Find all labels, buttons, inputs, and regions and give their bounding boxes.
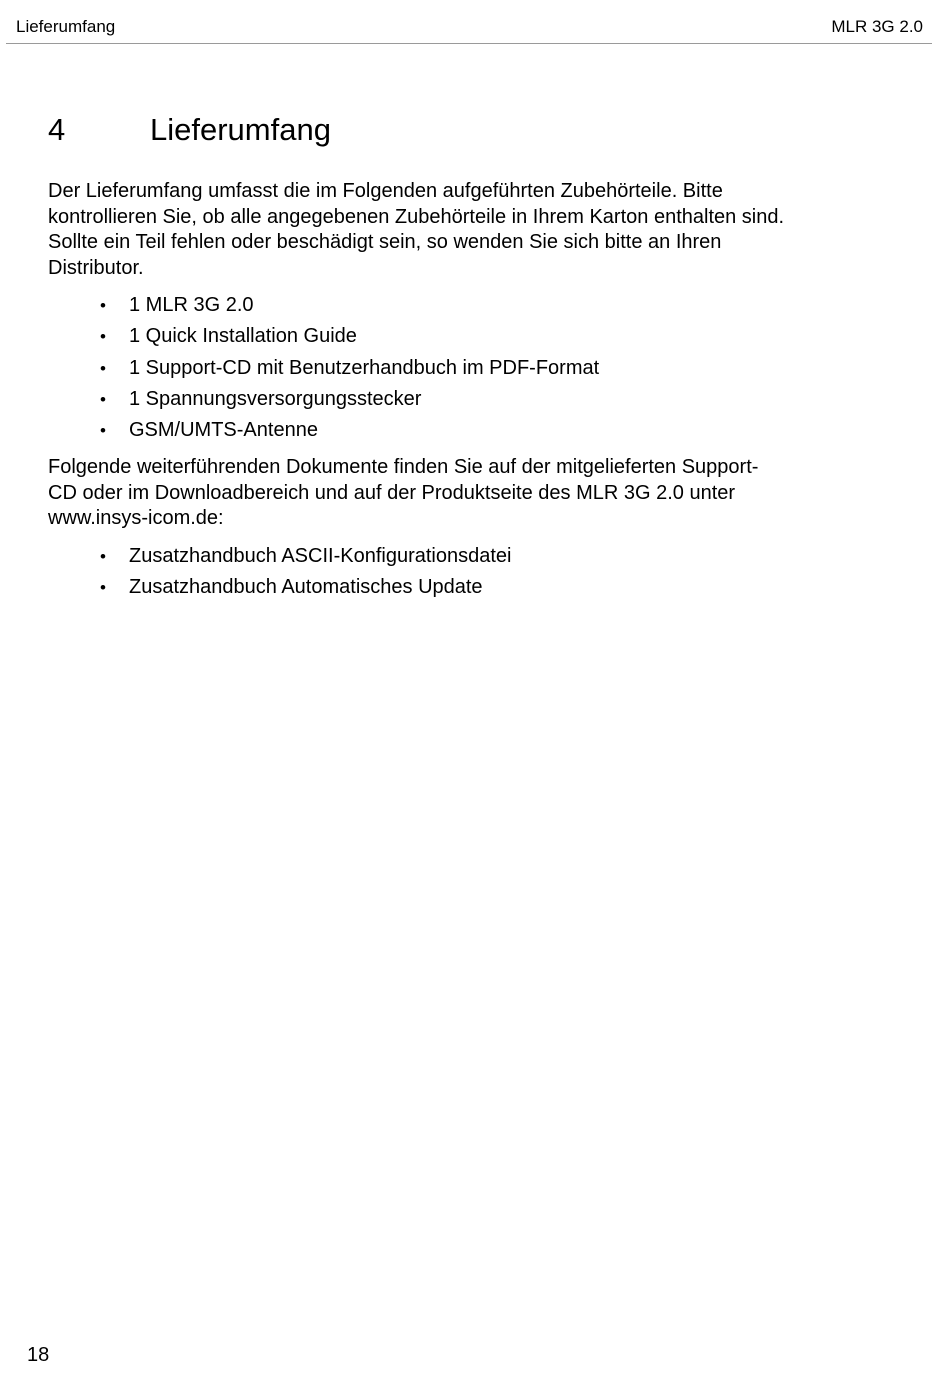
bullet-icon: • bbox=[100, 578, 106, 598]
list-item bbox=[48, 541, 888, 572]
header-section-title: Lieferumfang bbox=[16, 17, 116, 36]
list-item-text: 1 Spannungsversorgungsstecker bbox=[129, 387, 422, 410]
chapter-number: 4 bbox=[48, 112, 66, 147]
chapter-heading bbox=[48, 112, 331, 148]
header-product-name: MLR 3G 2.0 bbox=[831, 17, 923, 36]
bullet-icon: • bbox=[100, 358, 106, 378]
documents-line: Folgende weiterführenden Dokumente finden Sie auf der mitgelieferten Support- bbox=[48, 456, 759, 479]
bullet-icon: • bbox=[100, 296, 106, 315]
list-item bbox=[48, 353, 888, 384]
intro-line: Sollte ein Teil fehlen oder beschädigt sein, so wenden Sie sich bitte an Ihren bbox=[48, 231, 722, 253]
list-item bbox=[48, 321, 888, 352]
intro-line: Der Lieferumfang umfasst die im Folgenden aufgeführten Zubehörteile. Bitte bbox=[48, 180, 723, 202]
documents-paragraph bbox=[48, 455, 888, 532]
list-item bbox=[48, 290, 888, 321]
bullet-icon: • bbox=[100, 327, 106, 347]
running-header bbox=[6, 0, 932, 44]
page-content bbox=[48, 179, 888, 613]
document-items-list bbox=[48, 541, 888, 604]
list-item-text: Zusatzhandbuch ASCII-Konfigurationsdatei bbox=[129, 544, 512, 567]
list-item-text: 1 Support-CD mit Benutzerhandbuch im PDF-Format bbox=[129, 356, 600, 379]
bullet-icon: • bbox=[100, 546, 106, 566]
list-item-text: 1 MLR 3G 2.0 bbox=[129, 294, 254, 316]
documents-line: www.insys-icom.de: bbox=[48, 507, 224, 530]
list-item-text: GSM/UMTS-Antenne bbox=[129, 419, 318, 442]
delivery-items-list bbox=[48, 290, 888, 446]
documents-line: CD oder im Downloadbereich und auf der Produktseite des MLR 3G 2.0 unter bbox=[48, 481, 736, 504]
chapter-title: Lieferumfang bbox=[150, 112, 331, 147]
list-item bbox=[48, 572, 888, 603]
list-item-text: Zusatzhandbuch Automatisches Update bbox=[129, 576, 483, 599]
bullet-icon: • bbox=[100, 389, 106, 409]
bullet-icon: • bbox=[100, 421, 106, 441]
intro-paragraph bbox=[48, 179, 888, 281]
list-item bbox=[48, 384, 888, 415]
intro-line: kontrollieren Sie, ob alle angegebenen Zubehörteile in Ihrem Karton enthalten sind. bbox=[48, 205, 785, 228]
page-number: 18 bbox=[27, 1344, 50, 1366]
list-item-text: 1 Quick Installation Guide bbox=[129, 325, 357, 348]
list-item bbox=[48, 415, 888, 446]
intro-line: Distributor. bbox=[48, 256, 144, 279]
